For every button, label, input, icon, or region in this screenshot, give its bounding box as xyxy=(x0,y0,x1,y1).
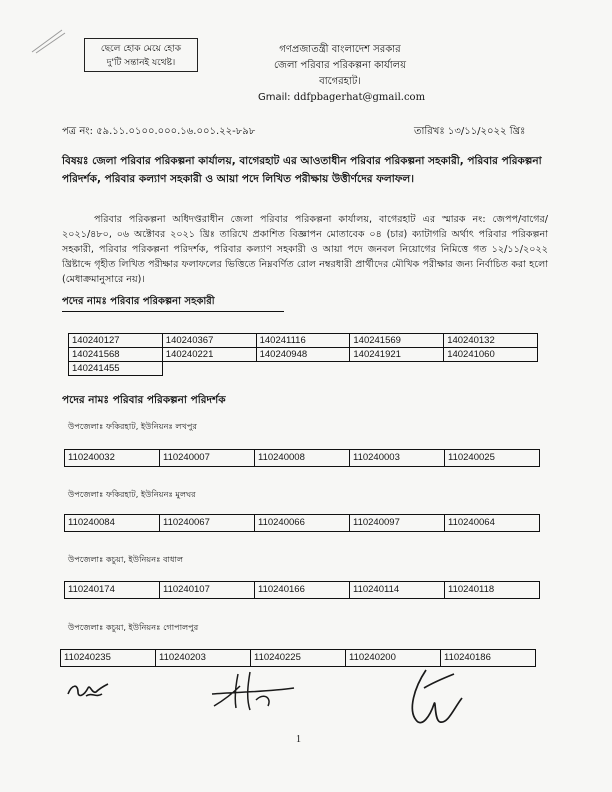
roll-cell: 110240186 xyxy=(441,650,536,667)
roll-cell: 110240200 xyxy=(346,650,441,667)
slogan-line-1: ছেলে হোক মেয়ে হোক xyxy=(100,44,182,54)
table-row xyxy=(61,650,536,667)
pencil-mark xyxy=(28,26,68,56)
section2-title: পদের নামঃ পরিবার পরিকল্পনা পরিদর্শক xyxy=(62,394,226,406)
roll-cell: 140241569 xyxy=(350,334,444,348)
roll-cell: 110240025 xyxy=(445,450,540,467)
subject-line: বিষয়ঃ জেলা পরিবার পরিকল্পনা কার্যালয়, বাগেরহাট এর আওতাধীন পরিবার পরিকল্পনা সহকারী, পরিবার পরিকল্পনা পরিদর্শক, পরিবার কল্যাণ সহকারী ও আয়া পদে লিখিত পরীক্ষায় উত্তীর্ণদের ফলাফল। xyxy=(62,155,542,185)
letterhead-line-2: জেলা পরিবার পরিকল্পনা কার্যালয় xyxy=(273,60,407,71)
roll-cell: 110240114 xyxy=(350,582,445,599)
group-label-badhal: উপজেলাঃ কচুয়া, ইউনিয়নঃ বাধাল xyxy=(68,554,184,564)
memo-number: পত্র নং: ৫৯.১১.০১০০.০০০.১৬.০০১.২২-৮৯৮ xyxy=(62,126,256,137)
gmail-line xyxy=(258,92,425,103)
section1-roll-table xyxy=(68,333,538,376)
roll-cell: 110240225 xyxy=(251,650,346,667)
roll-cell: 110240084 xyxy=(65,515,160,532)
roll-cell: 110240118 xyxy=(445,582,540,599)
roll-cell: 110240107 xyxy=(160,582,255,599)
page-number: 1 xyxy=(296,734,301,745)
roll-table-badhal xyxy=(64,581,540,599)
roll-cell: 140240221 xyxy=(162,348,256,362)
table-row xyxy=(69,334,538,348)
slogan-box xyxy=(84,38,198,72)
letterhead-line-1: গণপ্রজাতন্ত্রী বাংলাদেশ সরকার xyxy=(279,44,401,55)
roll-cell: 110240008 xyxy=(255,450,350,467)
section1-underline xyxy=(62,311,284,312)
roll-cell: 110240203 xyxy=(156,650,251,667)
letterhead-line-3: বাগেরহাট। xyxy=(319,76,361,87)
roll-cell: 110240032 xyxy=(65,450,160,467)
roll-table-mulghar xyxy=(64,514,540,532)
roll-cell: 110240007 xyxy=(160,450,255,467)
body-paragraph: পরিবার পরিকল্পনা অধিদপ্তরাধীন জেলা পরিবার পরিকল্পনা কার্যালয়, বাগেরহাট এর স্মারক নং: জেপপ/বাগের/২০২১/৪৮০, ০৬ অক্টোবর ২০২১ খ্রিঃ তারিখে প্রকাশিত বিজ্ঞাপন মোতাবেক ০৪ (চার) ক্যাটাগরি অর্থাৎ পরিবার পরিকল্পনা সহকারী, পরিবার পরিকল্পনা পরিদর্শক, পরিবার কল্যাণ সহকারী ও আয়া পদে জনবল নিয়োগের নিমিত্তে গত ১২/১১/২০২২ খ্রিষ্টাব্দে গৃহীত লিখিত পরীক্ষার ফলাফলের ভিত্তিতে নিম্নবর্ণিত রোল নম্বরধারী প্রার্থীদের মৌখিক পরীক্ষার জন্য নির্বাচিত করা হলো (মেধাক্রমানুসারে নয়)। xyxy=(62,214,548,285)
group-label-lakhpur: উপজেলাঃ ফকিরহাট, ইউনিয়নঃ লখপুর xyxy=(68,421,197,431)
roll-cell: 110240166 xyxy=(255,582,350,599)
signature-3 xyxy=(404,668,466,732)
table-row xyxy=(69,348,538,362)
roll-cell: 140241921 xyxy=(350,348,444,362)
roll-cell: 140241060 xyxy=(444,348,538,362)
roll-cell: 110240174 xyxy=(65,582,160,599)
roll-table-lakhpur xyxy=(64,449,540,467)
gmail-label: Gmail: xyxy=(258,92,291,103)
roll-cell: 140240367 xyxy=(162,334,256,348)
roll-cell: 140241116 xyxy=(256,334,350,348)
table-row xyxy=(65,582,540,599)
roll-cell: 140241568 xyxy=(69,348,163,362)
signature-2 xyxy=(206,670,296,712)
group-label-gopalpur: উপজেলাঃ কচুয়া, ইউনিয়নঃ গোপালপুর xyxy=(68,622,199,632)
letterhead xyxy=(230,42,450,90)
roll-cell: 140240127 xyxy=(69,334,163,348)
roll-cell: 110240097 xyxy=(350,515,445,532)
roll-cell: 110240003 xyxy=(350,450,445,467)
signature-1 xyxy=(66,676,110,704)
slogan-line-2: দু'টি সন্তানই যথেষ্ট। xyxy=(106,58,176,68)
gmail-address: ddfpbagerhat@gmail.com xyxy=(293,92,426,103)
letter-date: তারিখঃ ১৩/১১/২০২২ খ্রিঃ xyxy=(414,126,526,137)
roll-cell: 110240064 xyxy=(445,515,540,532)
table-row xyxy=(65,450,540,467)
table-row xyxy=(65,515,540,532)
roll-cell: 140240948 xyxy=(256,348,350,362)
section1-title: পদের নামঃ পরিবার পরিকল্পনা সহকারী xyxy=(62,296,215,307)
group-label-mulghar: উপজেলাঃ ফকিরহাট, ইউনিয়নঃ মুলঘর xyxy=(68,489,196,499)
roll-table-gopalpur xyxy=(60,649,536,667)
roll-cell: 110240235 xyxy=(61,650,156,667)
roll-cell: 140240132 xyxy=(444,334,538,348)
roll-cell: 140241455 xyxy=(69,362,163,376)
roll-cell: 110240067 xyxy=(160,515,255,532)
table-row xyxy=(69,362,538,376)
roll-cell: 110240066 xyxy=(255,515,350,532)
